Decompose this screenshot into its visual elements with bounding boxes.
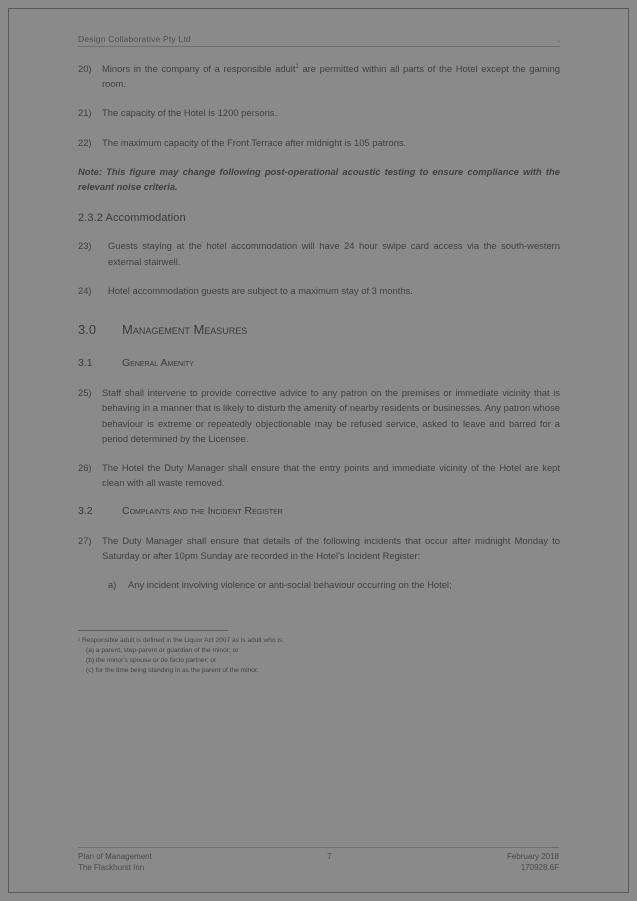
item-text: The Hotel the Duty Manager shall ensure that the entry points and immediate vicinity of the Hotel are kept clean with all waste removed. bbox=[102, 462, 560, 489]
footer-document-title: Plan of Management bbox=[78, 851, 152, 861]
sub-item-text: Any incident involving violence or anti-social behaviour occurring on the Hotel; bbox=[128, 578, 452, 590]
item-marker: 23) bbox=[78, 240, 92, 252]
item-marker: 22) bbox=[78, 136, 92, 148]
section-title: General Amenity bbox=[122, 357, 194, 370]
item-text-pre: Minors in the company of a responsible adult bbox=[102, 63, 296, 74]
page-footer bbox=[78, 847, 559, 873]
item-text: The Duty Manager shall ensure that details of the following incidents that occur after midnight Monday to Saturday or after 10pm Sunday are recorded in the Hotel's Incident Register: bbox=[102, 534, 560, 561]
footnote-line-2: (a) a parent, step-parent or guardian of the minor; or bbox=[86, 647, 239, 655]
footer-left bbox=[78, 851, 152, 873]
heading-general-amenity bbox=[78, 357, 560, 369]
item-marker: 25) bbox=[78, 387, 92, 399]
item-marker: 20) bbox=[78, 63, 92, 74]
item-marker: 24) bbox=[78, 284, 92, 296]
numbered-item-20 bbox=[78, 61, 560, 91]
item-text: Staff shall intervene to provide corrective advice to any patron on the premises or immediate vicinity that is behaving in a manner that is likely to disturb the amenity of nearby residents or businesses. Any patron whose behaviour is extreme or repeatedly objectionable may be refused service, asked to leave and barred for a period determined by the Licensee. bbox=[102, 387, 560, 444]
numbered-item-27 bbox=[78, 533, 560, 563]
heading-complaints-incident-register bbox=[78, 505, 560, 517]
item-marker: 21) bbox=[78, 107, 92, 119]
footer-date: February 2018 bbox=[506, 851, 559, 861]
heading-accommodation: 2.3.2 Accommodation bbox=[78, 212, 186, 225]
numbered-item-25 bbox=[78, 385, 560, 446]
item-text-post: are permitted within all parts of the Hotel except the gaming room. bbox=[102, 63, 561, 90]
footnote-line-3: (b) the minor's spouse or de facto partner; or bbox=[86, 657, 217, 664]
footnote-reference: 1 bbox=[295, 63, 299, 70]
numbered-item-26 bbox=[78, 460, 560, 490]
footnotes-block bbox=[78, 636, 560, 676]
item-text: Guests staying at the hotel accommodation will have 24 hour swipe card access via the south-western external stairwell. bbox=[108, 240, 560, 267]
heading-management-measures bbox=[78, 322, 560, 337]
page-number: 7 bbox=[327, 851, 332, 861]
document-body bbox=[78, 61, 560, 676]
footer-right bbox=[507, 851, 559, 873]
item-marker: 26) bbox=[78, 462, 92, 474]
sub-list-item-a bbox=[78, 577, 560, 592]
section-title: Management Measures bbox=[122, 322, 248, 338]
sub-item-marker: a) bbox=[108, 578, 117, 590]
section-number: 3.2 bbox=[78, 504, 93, 517]
numbered-item-22 bbox=[78, 135, 560, 150]
item-text: The maximum capacity of the Front Terrace after midnight is 105 patrons. bbox=[102, 136, 407, 148]
numbered-item-24 bbox=[78, 283, 560, 298]
header-company-name: Design Collaborative Pty Ltd bbox=[78, 34, 191, 44]
footer-reference-code: 170928.6F bbox=[520, 862, 559, 872]
header-right-mark: . bbox=[557, 34, 560, 44]
section-number: 3.0 bbox=[78, 322, 97, 338]
page-header bbox=[78, 34, 560, 47]
item-text bbox=[102, 61, 560, 91]
item-text: The capacity of the Hotel is 1200 persons. bbox=[102, 107, 278, 119]
footer-center bbox=[327, 851, 331, 862]
numbered-item-21 bbox=[78, 105, 560, 120]
footnote-line-1: ¹ Responsible adult is defined in the Liquor Act 2007 as is adult who is: bbox=[78, 637, 284, 645]
footnote-line-4: (c) for the time being standing in as the parent of the minor. bbox=[86, 666, 259, 674]
note-paragraph: Note: This figure may change following post-operational acoustic testing to ensure compliance with the relevant noise criteria. bbox=[78, 165, 560, 193]
footnote-separator bbox=[78, 630, 228, 631]
item-text: Hotel accommodation guests are subject to a maximum stay of 3 months. bbox=[108, 284, 413, 296]
numbered-item-23 bbox=[78, 238, 560, 268]
section-title: Complaints and the Incident Register bbox=[122, 504, 283, 517]
section-number: 3.1 bbox=[78, 357, 93, 370]
item-marker: 27) bbox=[78, 534, 92, 546]
footer-project-name: The Flackhurst Inn bbox=[78, 862, 145, 872]
page-content bbox=[78, 34, 560, 676]
